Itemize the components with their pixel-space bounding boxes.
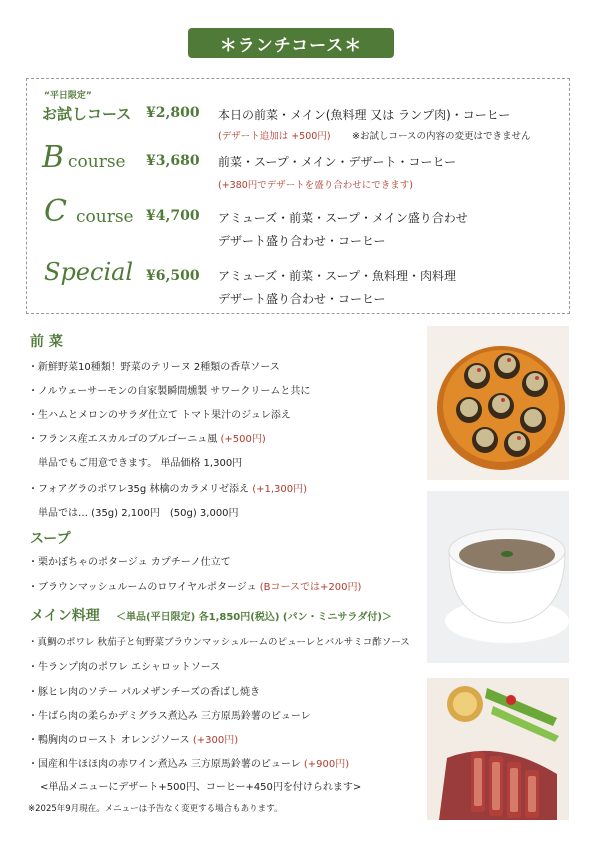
course-b-letter: B <box>42 140 65 175</box>
course-b-price: ¥3,680 <box>146 153 200 169</box>
surcharge: (+500円) <box>220 434 266 445</box>
appetizer-item: ・生ハムとメロンのサラダ仕立て トマト果汁のジュレ添え <box>28 410 291 421</box>
meat-photo <box>427 678 569 820</box>
trial-course-name: お試しコース <box>42 105 132 123</box>
weekday-tag: “平日限定” <box>44 91 92 101</box>
main-item: ・豚ヒレ肉のソテー パルメザンチーズの香ばし焼き <box>28 687 260 698</box>
course-c-price: ¥4,700 <box>146 208 200 224</box>
course-c-word: course <box>76 207 134 227</box>
appetizer-item: ・フォアグラのポワレ35g 林檎のカラメリゼ添え (+1,300円) <box>28 484 308 495</box>
course-c-letter: C <box>44 194 67 229</box>
main-item: ・牛ランプ肉のポワレ エシャロットソース <box>28 662 221 673</box>
page-title-banner: ＊ランチコース＊ <box>188 28 394 58</box>
trial-course-desc: 本日の前菜・メイン(魚料理 又は ランプ肉)・コーヒー <box>218 108 511 122</box>
course-c-desc-line1: アミューズ・前菜・スープ・メイン盛り合わせ <box>218 211 468 225</box>
course-b-note: (+380円でデザートを盛り合わせにできます) <box>218 180 414 191</box>
surcharge: (Bコースでは+200円) <box>259 582 362 593</box>
appetizer-item: ・ノルウェーサーモンの自家製瞬間燻製 サワークリームと共に <box>28 386 311 397</box>
footnote: ※2025年9月現在。メニューは予告なく変更する場合もあります。 <box>28 804 283 814</box>
main-item: ・真鯛のポワレ 秋茄子と旬野菜ブラウンマッシュルームのピューレとバルサミコ酢ソース <box>28 637 410 648</box>
course-c-desc-line2: デザート盛り合わせ・コーヒー <box>218 234 386 248</box>
main-title: メイン料理 <box>30 608 100 624</box>
appetizer-item-note: 単品でもご用意できます。 単品価格 1,300円 <box>28 458 243 469</box>
appetizer-title: 前 菜 <box>30 334 63 350</box>
appetizer-item-note: 単品では… (35g) 2,100円 (50g) 3,000円 <box>28 508 239 519</box>
special-course-word: Special <box>44 258 134 286</box>
trial-course-note: ※お試しコースの内容の変更はできません <box>352 131 531 142</box>
special-course-price: ¥6,500 <box>146 268 200 284</box>
soup-photo <box>427 491 569 663</box>
soup-item: ・栗かぼちゃのポタージュ カプチーノ仕立て <box>28 557 231 568</box>
dessert-addon-note: <単品メニューにデザート+500円、コーヒー+450円を付けられます> <box>40 782 362 793</box>
special-course-desc-line1: アミューズ・前菜・スープ・魚料理・肉料理 <box>218 269 456 283</box>
main-item: ・鴨胸肉のロースト オレンジソース (+300円) <box>28 735 239 746</box>
trial-course-price: ¥2,800 <box>146 105 200 121</box>
escargot-photo <box>427 326 569 480</box>
main-single-price-note: ＜単品(平日限定) 各1,850円(税込) (パン・ミニサラダ付)＞ <box>116 612 392 623</box>
surcharge: (+300円) <box>192 735 239 746</box>
main-item: ・牛ばら肉の柔らかデミグラス煮込み 三方原馬鈴薯のピューレ <box>28 711 311 722</box>
soup-item: ・ブラウンマッシュルームのロワイヤルポタージュ (Bコースでは+200円) <box>28 582 362 593</box>
soup-title: スープ <box>30 531 71 547</box>
main-item: ・国産和牛ほほ肉の赤ワイン煮込み 三方原馬鈴薯のピューレ (+900円) <box>28 759 350 770</box>
special-course-desc-line2: デザート盛り合わせ・コーヒー <box>218 292 386 306</box>
surcharge: (+900円) <box>303 759 350 770</box>
surcharge: (+1,300円) <box>252 484 308 495</box>
trial-course-note-red: (デザート追加は +500円) <box>218 131 331 142</box>
appetizer-item: ・新鮮野菜10種類！野菜のテリーヌ 2種類の香草ソース <box>28 362 280 373</box>
appetizer-item: ・フランス産エスカルゴのブルゴーニュ風 (+500円) <box>28 434 266 445</box>
course-b-word: course <box>68 152 126 172</box>
course-b-desc: 前菜・スープ・メイン・デザート・コーヒー <box>218 155 457 169</box>
